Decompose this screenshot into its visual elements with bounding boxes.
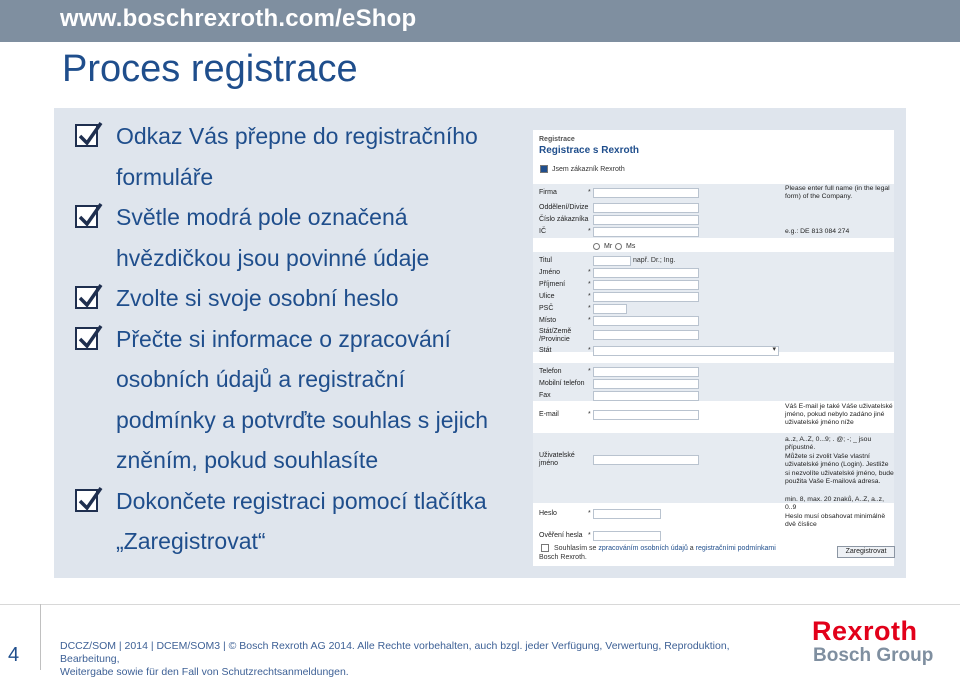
label-overeni: Ověření hesla [539, 532, 583, 539]
bullet-text: osobních údajů a registrační [116, 366, 405, 392]
required-star: * [588, 305, 591, 312]
note-username-2: přípustné. [785, 444, 816, 451]
required-star: * [588, 293, 591, 300]
required-star: * [588, 347, 591, 354]
register-button[interactable]: Zaregistrovat [837, 546, 895, 558]
note-username-6: použita Vaše E-mailová adresa. [785, 478, 881, 485]
consent-checkbox[interactable] [541, 544, 549, 552]
bullet-text: Zvolte si svoje osobní heslo [116, 285, 399, 311]
registration-form-screenshot [533, 130, 894, 566]
form-heading: Registrace s Rexroth [539, 145, 640, 156]
checkbox-checked-icon [75, 286, 98, 309]
consent-text-line2: Bosch Rexroth. [539, 554, 587, 561]
bullet-text: hvězdičkou jsou povinné údaje [116, 244, 430, 271]
chevron-down-icon: ▾ [772, 346, 776, 353]
note-password-2: 0..9 [785, 504, 797, 511]
copyright-line: DCCZ/SOM | 2014 | DCEM/SOM3 | © Bosch Rexroth AG 2014. Alle Rechte vorbehalten, auch bzgl. jeder Verfügung, Verwertung, Reproduktion, Bearbeitung, [60, 640, 730, 665]
bullet-list [72, 116, 532, 562]
customer-checkbox[interactable] [540, 165, 548, 173]
oddeleni-input[interactable] [593, 203, 699, 213]
password-confirm-input[interactable] [593, 531, 661, 541]
titul-input[interactable] [593, 256, 631, 266]
consent-mid: a [687, 545, 696, 552]
title-hint: např. Dr.; Ing. [633, 257, 676, 264]
label-telefon: Telefon [539, 368, 562, 375]
bullet-item [72, 197, 532, 278]
jmeno-input[interactable] [593, 268, 699, 278]
checkbox-checked-icon [75, 124, 98, 147]
footer-separator [40, 604, 41, 670]
top-bar [0, 0, 960, 42]
checkbox-checked-icon [75, 489, 98, 512]
label-cislo: Číslo zákazníka [539, 216, 589, 223]
label-psc: PSČ [539, 305, 554, 312]
note-username-3: Můžete si zvolit Vaše vlastní [785, 453, 870, 460]
note-ic: e.g.: DE 813 084 274 [785, 228, 850, 235]
bullet-text: podmínky a potvrďte souhlas s jejich [116, 406, 489, 433]
bullet-item [72, 319, 532, 481]
required-star: * [588, 269, 591, 276]
radio-ms[interactable] [615, 243, 622, 250]
required-star: * [588, 228, 591, 235]
note-company-1: Please enter full name (in the legal [785, 185, 890, 192]
terms-link[interactable]: registračními podmínkami [695, 545, 776, 552]
consent-text [554, 545, 776, 552]
bullet-text: Odkaz Vás přepne do registračního [116, 123, 478, 149]
psc-input[interactable] [593, 304, 627, 314]
footer-divider [0, 604, 960, 605]
username-input[interactable] [593, 455, 699, 465]
person-band [533, 252, 894, 352]
note-password-4: dvě číslice [785, 521, 817, 528]
bullet-text: Dokončete registraci pomocí tlačítka [116, 487, 487, 514]
bullet-text: zněním, pokud souhlasíte [116, 447, 379, 473]
bullet-item [72, 481, 532, 562]
ic-input[interactable] [593, 227, 699, 237]
bosch-group-logo: Bosch Group [813, 645, 934, 666]
fax-input[interactable] [593, 391, 699, 401]
form-breadcrumb: Registrace [539, 136, 575, 143]
label-username-2: jméno [539, 460, 559, 467]
required-star: * [588, 317, 591, 324]
note-password-1: min. 8, max. 20 znaků, A..Z, a..z, [785, 496, 884, 503]
checkbox-checked-icon [75, 327, 98, 350]
note-username-5: si nezvolíte uživatelské jméno, bude [785, 470, 894, 477]
password-input[interactable] [593, 509, 661, 519]
bullet-item [72, 278, 532, 319]
label-oddeleni: Oddělení/Divize [539, 204, 589, 211]
note-email-2: jméno, pokud nebylo zadáno jiné [785, 411, 885, 418]
radio-mr-label: Mr [604, 243, 613, 250]
note-email-3: uživatelské jméno níže [785, 419, 854, 426]
label-mobil: Mobilní telefon [539, 380, 585, 387]
label-heslo: Heslo [539, 510, 557, 517]
checkbox-checked-icon [75, 205, 98, 228]
label-firma: Firma [539, 189, 557, 196]
prijmeni-input[interactable] [593, 280, 699, 290]
label-email: E-mail [539, 411, 559, 418]
label-fax: Fax [539, 392, 551, 399]
label-username-1: Uživatelské [539, 452, 575, 459]
required-star: * [588, 411, 591, 418]
ulice-input[interactable] [593, 292, 699, 302]
label-prijmeni: Příjmení [539, 281, 566, 288]
label-misto: Místo [539, 317, 557, 324]
required-star: * [588, 368, 591, 375]
firma-input[interactable] [593, 188, 699, 198]
label-ic: IČ [539, 228, 546, 235]
page-title: Proces registrace [62, 48, 358, 90]
email-input[interactable] [593, 410, 699, 420]
customer-checkbox-label: Jsem zákazník Rexroth [552, 166, 625, 173]
radio-ms-label: Ms [626, 243, 636, 250]
site-url: www.boschrexroth.com/eShop [60, 5, 417, 32]
note-username-1: a..z, A..Z, 0...9; . @; -; _ jsou [785, 436, 872, 443]
privacy-link[interactable]: zpracováním osobních údajů [598, 545, 688, 552]
footer-copyright [60, 640, 780, 679]
bullet-item [72, 116, 532, 197]
bullet-text: Přečte si informace o zpracování [116, 325, 451, 352]
note-email-1: Váš E-mail je také Váše uživatelské [785, 403, 893, 410]
required-star: * [588, 532, 591, 539]
provincie-input[interactable] [593, 330, 699, 340]
telefon-input[interactable] [593, 367, 699, 377]
label-stat-zeme-1: Stát/Země [539, 328, 572, 335]
copyright-line: Weitergabe sowie für den Fall von Schutzrechtsanmeldungen. [60, 666, 349, 678]
bullet-text: formuláře [116, 163, 214, 190]
required-star: * [588, 281, 591, 288]
misto-input[interactable] [593, 316, 699, 326]
note-password-3: Heslo musí obsahovat minimálně [785, 513, 886, 520]
label-stat: Stát [539, 347, 552, 354]
label-titul: Titul [539, 257, 552, 264]
label-ulice: Ulice [539, 293, 555, 300]
bullet-text: Světle modrá pole označená [116, 204, 408, 230]
note-username-4: uživatelské jméno (Login). Jestliže [785, 461, 889, 468]
required-star: * [588, 189, 591, 196]
bullet-text: „Zaregistrovat“ [116, 528, 266, 554]
consent-prefix: Souhlasím se [554, 545, 599, 552]
stat-select[interactable] [593, 346, 779, 356]
page-number: 4 [8, 644, 20, 666]
required-star: * [588, 510, 591, 517]
label-jmeno: Jméno [539, 269, 561, 276]
radio-mr[interactable] [593, 243, 600, 250]
label-stat-zeme-2: /Provincie [539, 336, 570, 343]
note-company-2: form) of the Company. [785, 193, 853, 200]
rexroth-logo: Rexroth [812, 616, 918, 646]
cislo-input[interactable] [593, 215, 699, 225]
mobil-input[interactable] [593, 379, 699, 389]
